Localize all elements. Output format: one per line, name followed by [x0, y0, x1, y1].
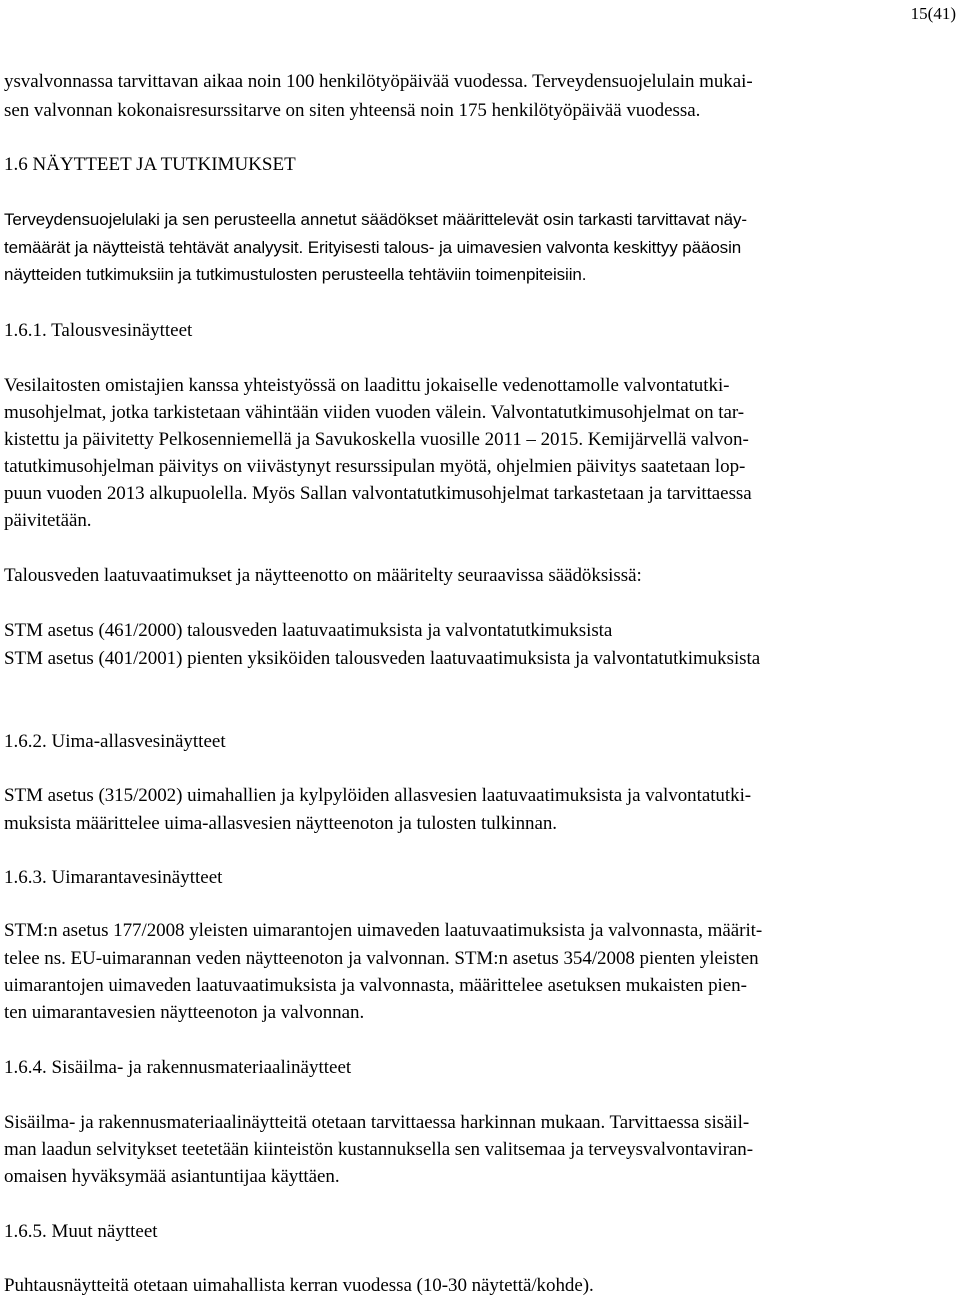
paragraph-line: Puhtausnäytteitä otetaan uimahallista kerran vuodessa (10-30 näytettä/kohde).	[4, 1275, 594, 1296]
section-heading-1-6: 1.6 NÄYTTEET JA TUTKIMUKSET	[4, 154, 296, 175]
paragraph-line: musohjelmat, jotka tarkistetaan vähintään viiden vuoden välein. Valvontatutkimusohjelmat on tar-	[4, 402, 745, 423]
paragraph-line: näytteiden tutkimuksiin ja tutkimustulosten perusteella tehtäviin toimenpiteisiin.	[4, 265, 587, 284]
page-number: 15(41)	[910, 4, 956, 23]
paragraph-line: STM:n asetus 177/2008 yleisten uimarantojen uimaveden laatuvaatimuksista ja valvonnasta, määrit-	[4, 920, 763, 941]
section-heading-1-6-4: 1.6.4. Sisäilma- ja rakennusmateriaalinäytteet	[4, 1057, 352, 1078]
paragraph-line: Terveydensuojelulaki ja sen perusteella annetut säädökset määrittelevät osin tarkasti tarvittavat näy-	[4, 210, 747, 229]
paragraph-line: muksista määrittelee uima-allasvesien näytteenoton ja tulosten tulkinnan.	[4, 813, 558, 834]
paragraph-line: päivitetään.	[4, 510, 92, 531]
regulation-item: STM asetus (401/2001) pienten yksiköiden talousveden laatuvaatimuksista ja valvontatutkimuksista	[4, 648, 761, 669]
paragraph-line: puun vuoden 2013 alkupuolella. Myös Sallan valvontatutkimusohjelmat tarkastetaan ja tarvittaessa	[4, 483, 752, 504]
paragraph-line: uimarantojen uimaveden laatuvaatimuksista ja valvonnasta, määrittelee asetuksen mukaisten pien-	[4, 975, 747, 996]
section-heading-1-6-1: 1.6.1. Talousvesinäytteet	[4, 320, 193, 341]
paragraph-line: ten uimarantavesien näytteenoton ja valvonnan.	[4, 1002, 365, 1023]
section-heading-1-6-2: 1.6.2. Uima-allasvesinäytteet	[4, 731, 226, 752]
paragraph-line: man laadun selvitykset teetetään kiinteistön kustannuksella sen valitsemaa ja terveysvalvontaviran-	[4, 1139, 754, 1160]
paragraph-line: telee ns. EU-uimarannan veden näytteenoton ja valvonnan. STM:n asetus 354/2008 pienten yleisten	[4, 948, 759, 969]
paragraph-line: tatutkimusohjelman päivitys on viivästynyt resurssipulan myötä, ohjelmien päivitys saatetaan lop-	[4, 456, 746, 477]
intro-line: sen valvonnan kokonaisresurssitarve on siten yhteensä noin 175 henkilötyöpäivää vuodessa.	[4, 100, 701, 121]
paragraph-line: omaisen hyväksymää asiantuntijaa käyttäen.	[4, 1166, 340, 1187]
paragraph-line: kistettu ja päivitetty Pelkosenniemellä ja Savukoskella vuosille 2011 – 2015. Kemijärvellä valvon-	[4, 429, 749, 450]
paragraph-line: Vesilaitosten omistajien kanssa yhteistyössä on laadittu jokaiselle vedenottamolle valvontatutki-	[4, 375, 730, 396]
paragraph-line: STM asetus (315/2002) uimahallien ja kylpylöiden allasvesien laatuvaatimuksista ja valvontatutki-	[4, 785, 752, 806]
section-heading-1-6-3: 1.6.3. Uimarantavesinäytteet	[4, 867, 223, 888]
paragraph-line: temäärät ja näytteistä tehtävät analyysit. Erityisesti talous- ja uimavesien valvonta keskittyy pääosin	[4, 238, 742, 257]
intro-line: ysvalvonnassa tarvittavan aikaa noin 100 henkilötyöpäivää vuodessa. Terveydensuojelulain mukai-	[4, 71, 753, 92]
section-heading-1-6-5: 1.6.5. Muut näytteet	[4, 1221, 158, 1242]
regulation-item: STM asetus (461/2000) talousveden laatuvaatimuksista ja valvontatutkimuksista	[4, 620, 613, 641]
regulations-intro: Talousveden laatuvaatimukset ja näytteenotto on määritelty seuraavissa säädöksissä:	[4, 565, 642, 586]
paragraph-line: Sisäilma- ja rakennusmateriaalinäytteitä otetaan tarvittaessa harkinnan mukaan. Tarvittaessa sisäil-	[4, 1112, 750, 1133]
